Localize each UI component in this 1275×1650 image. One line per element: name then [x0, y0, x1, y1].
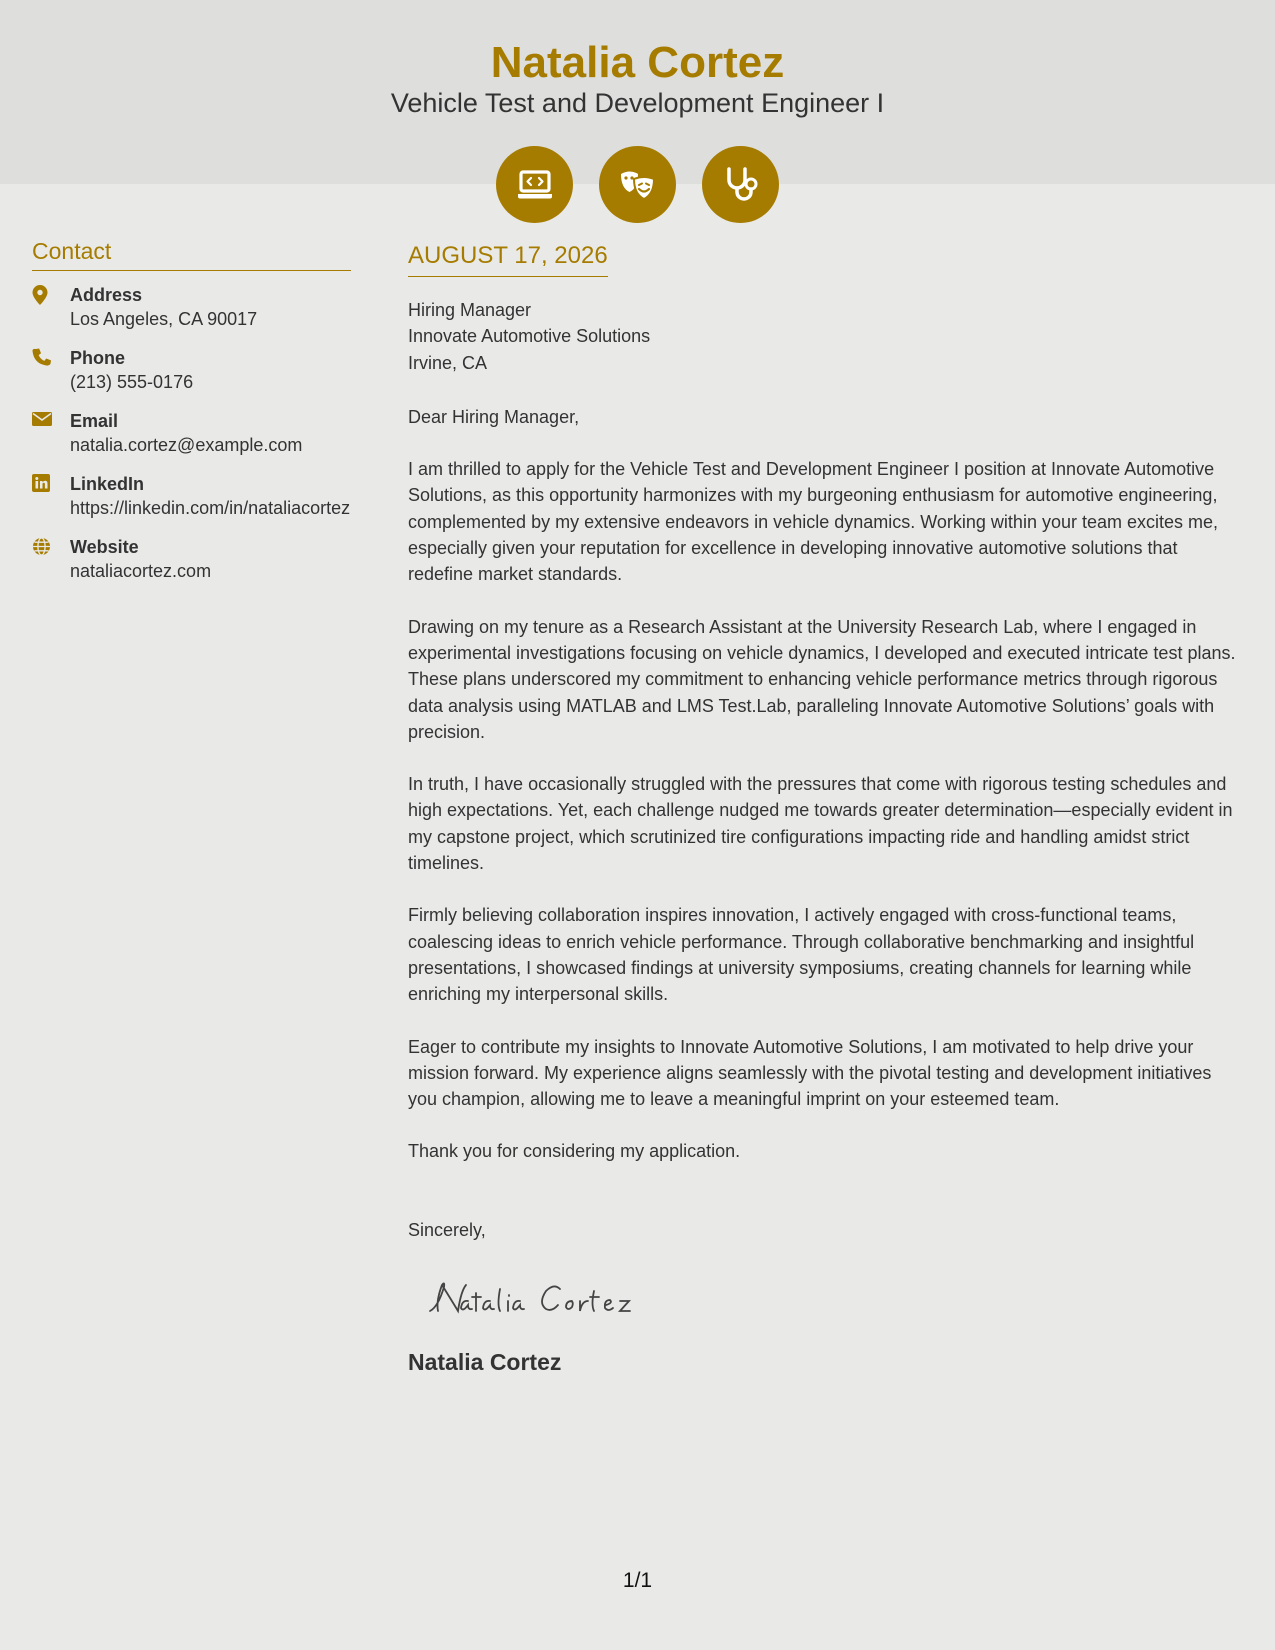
signed-name: Natalia Cortez	[408, 1349, 562, 1376]
page-number: 1/1	[622, 1569, 653, 1592]
contact-value: Los Angeles, CA 90017	[70, 309, 258, 329]
stethoscope-circle	[702, 146, 779, 223]
phone-icon	[32, 348, 51, 367]
letter-body	[408, 240, 1243, 1375]
theater-masks-circle	[599, 146, 676, 223]
signature-image	[424, 1267, 664, 1327]
recipient-line: Innovate Automotive Solutions	[408, 326, 651, 347]
contact-label: Address	[70, 285, 143, 305]
envelope-icon	[32, 411, 52, 427]
laptop-code-icon	[516, 169, 554, 201]
stethoscope-icon	[724, 166, 758, 204]
paragraph: Firmly believing collaboration inspires innovation, I actively engaged with cross-functional teams, coalescing ideas to enrich vehicle performance. Through collaborative benchmarking and insightful presentations, I showcased findings at university symposiums, creating channels for learning while enriching my interpersonal skills.	[408, 905, 1195, 1005]
contact-value: (213) 555-0176	[70, 372, 194, 392]
paragraph: Eager to contribute my insights to Innovate Automotive Solutions, I am motivated to help drive your mission forward. My experience aligns seamlessly with the pivotal testing and development initiatives you champion, allowing me to leave a meaningful imprint on your esteemed team.	[408, 1036, 1212, 1110]
map-pin-icon	[32, 285, 48, 305]
salutation: Dear Hiring Manager,	[408, 406, 580, 427]
job-title: Vehicle Test and Development Engineer I	[390, 88, 885, 118]
contact-sidebar	[32, 238, 351, 598]
closing: Sincerely,	[408, 1219, 486, 1240]
paragraph: In truth, I have occasionally struggled with the pressures that come with rigorous testing schedules and high expectations. Yet, each challenge nudged me towards greater determination—especially evident in my capstone project, which scrutinized tire configurations impacting ride and handling amidst strict timelines.	[408, 774, 1233, 874]
laptop-code-circle	[496, 146, 573, 223]
handwritten-signature	[424, 1267, 1243, 1327]
contact-value[interactable]: nataliacortez.com	[70, 561, 212, 581]
paragraph: Drawing on my tenure as a Research Assistant at the University Research Lab, where I engaged in experimental investigations focusing on vehicle dynamics, I developed and executed intricate test plans. These plans underscored my commitment to enhancing vehicle performance metrics through rigorous data analysis using MATLAB and LMS Test.Lab, paralleling Innovate Automotive Solutions’ goals with precision.	[408, 616, 1236, 742]
contact-phone	[32, 346, 351, 395]
contact-label: Website	[70, 537, 139, 557]
paragraph: I am thrilled to apply for the Vehicle Test and Development Engineer I position at Innovate Automotive Solutions, as this opportunity harmonizes with my burgeoning enthusiasm for automotive engineering, complemented by my extensive endeavors in vehicle dynamics. Working within your team excites me, especially given your reputation for excellence in developing innovative automotive solutions that redefine market standards.	[408, 459, 1219, 585]
recipient-line: Irvine, CA	[408, 352, 488, 373]
contact-email	[32, 409, 351, 458]
recipient-block	[408, 297, 1243, 376]
linkedin-icon	[32, 474, 50, 492]
contact-heading: Contact	[32, 238, 351, 271]
recipient-line: Hiring Manager	[408, 300, 532, 320]
contact-value[interactable]: https://linkedin.com/in/nataliacortez	[70, 498, 351, 518]
contact-website	[32, 535, 351, 584]
applicant-name: Natalia Cortez	[490, 38, 785, 87]
interest-icons	[0, 146, 1275, 223]
contact-label: Email	[70, 411, 119, 431]
letter-date: AUGUST 17, 2026	[408, 240, 608, 277]
contact-label: Phone	[70, 348, 126, 368]
contact-linkedin	[32, 472, 351, 521]
contact-address	[32, 283, 351, 332]
theater-masks-icon	[618, 168, 658, 202]
paragraph: Thank you for considering my application.	[408, 1141, 741, 1162]
contact-label: LinkedIn	[70, 474, 145, 494]
globe-icon	[32, 537, 51, 556]
contact-value: natalia.cortez@example.com	[70, 435, 303, 455]
